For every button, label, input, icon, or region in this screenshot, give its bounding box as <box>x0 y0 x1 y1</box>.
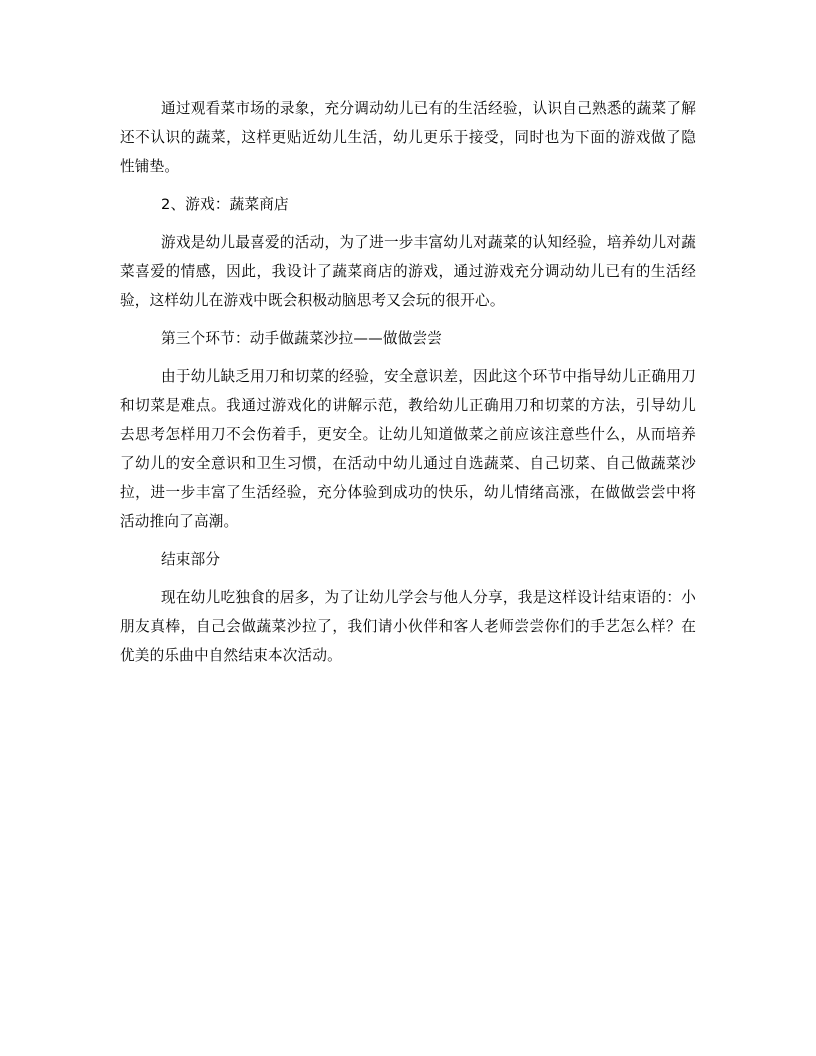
paragraph-ending: 现在幼儿吃独食的居多，为了让幼儿学会与他人分享，我是这样设计结束语的：小朋友真棒，自己会做蔬菜沙拉了，我们请小伙伴和客人老师尝尝你们的手艺怎么样？在优美的乐曲中自然结束本次活动。 <box>120 589 696 664</box>
paragraph-game-description: 游戏是幼儿最喜爱的活动，为了进一步丰富幼儿对蔬菜的认知经验，培养幼儿对蔬菜喜爱的情感，因此，我设计了蔬菜商店的游戏，通过游戏充分调动幼儿已有的生活经验，这样幼儿在游戏中既会积极动脑思考又会玩的很开心。 <box>120 234 696 309</box>
section-heading-vegetable-shop-game: 2、游戏：蔬菜商店 <box>161 196 289 213</box>
document-body <box>120 94 696 670</box>
paragraph-video-observation: 通过观看菜市场的录象，充分调动幼儿已有的生活经验，认识自己熟悉的蔬菜了解还不认识的蔬菜，这样更贴近幼儿生活，幼儿更乐于接受，同时也为下面的游戏做了隐性铺垫。 <box>120 100 696 175</box>
paragraph-salad-making: 由于幼儿缺乏用刀和切菜的经验，安全意识差，因此这个环节中指导幼儿正确用刀和切菜是难点。我通过游戏化的讲解示范，教给幼儿正确用刀和切菜的方法，引导幼儿去思考怎样用刀不会伤着手，更安全。让幼儿知道做菜之前应该注意些什么，从而培养了幼儿的安全意识和卫生习惯，在活动中幼儿通过自选蔬菜、自己切菜、自己做蔬菜沙拉，进一步丰富了生活经验，充分体验到成功的快乐，幼儿情绪高涨，在做做尝尝中将活动推向了高潮。 <box>120 368 696 530</box>
section-heading-salad-making: 第三个环节：动手做蔬菜沙拉——做做尝尝 <box>161 330 443 347</box>
section-heading-ending: 结束部分 <box>161 551 221 568</box>
